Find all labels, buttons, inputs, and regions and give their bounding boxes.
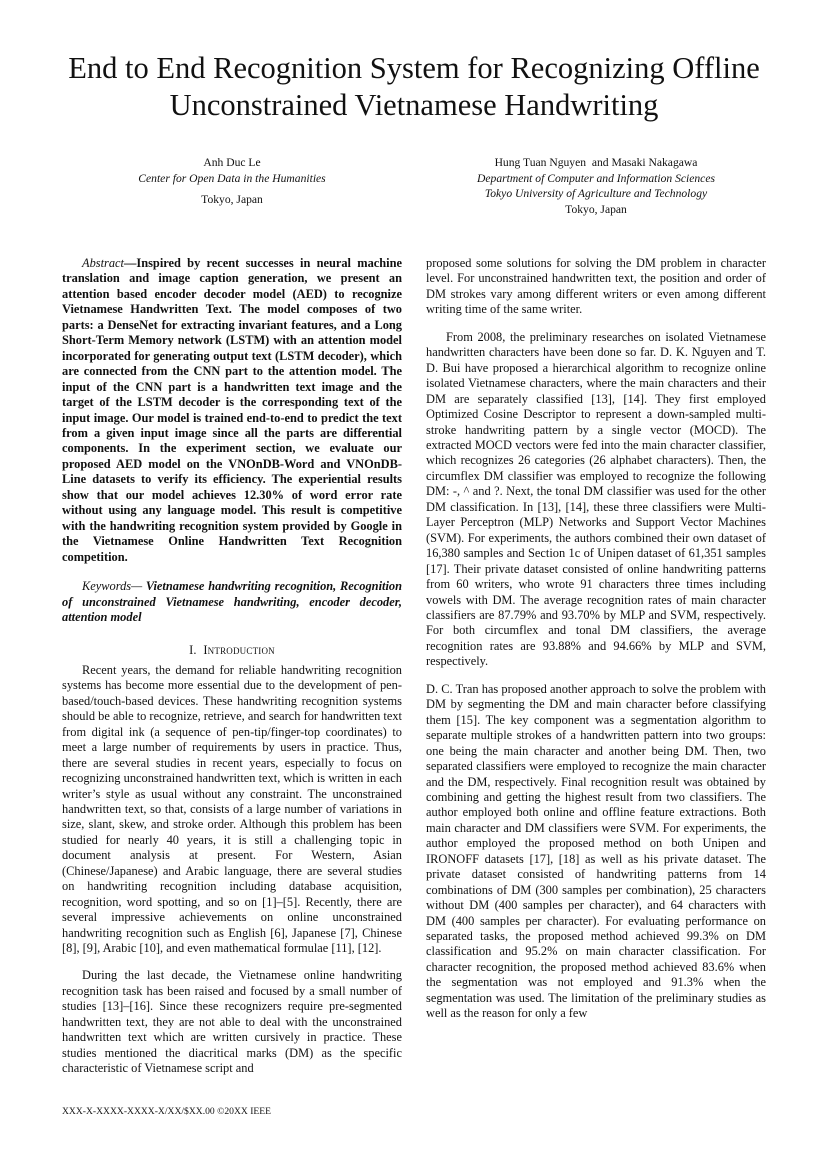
author-affiliation: Center for Open Data in the Humanities (138, 171, 326, 185)
abstract-lead: Abstract (82, 256, 124, 270)
author-affiliation-2: Tokyo University of Agriculture and Technology (484, 187, 708, 200)
section-number: I. (189, 643, 197, 658)
keywords-text: Vietnamese handwriting recognition, Recognition of unconstrained Vietnamese handwriting, encoder decoder, attention model (62, 579, 402, 624)
author-affiliation: Department of Computer and Information Sciences (477, 171, 715, 185)
author-block-2 (426, 155, 766, 217)
author-location: Tokyo, Japan (201, 193, 263, 206)
author-location: Tokyo, Japan (565, 202, 627, 216)
left-column (62, 256, 402, 1077)
body-paragraph: From 2008, the preliminary researches on isolated Vietnamese handwritten characters have been done so far. D. K. Nguyen and T. D. Bui have proposed a hierarchical algorithm to recognize online isolated Vietnamese characters, where the main characters and their DM are separately classified [13], [14]. They first employed Optimized Cosine Descriptor to represent a down-sampled multi-stroke handwriting pattern by a single vector (MOCD). The extracted MOCD vectors were fed into the main character classifier, which recognizes 26 categories (26 alphabet characters). Then, the circumflex DM classifier was employed to recognize the following DM: -, ^ and ?. Next, the tonal DM classifier was used for the other DM classification. In [13], [14], these three classifiers were Multi-Layer Perceptron (MLP) Networks and Support Vector Machines (SVM). For experiments, the authors combined their own dataset of 16,380 samples and Section 1c of Unipen dataset of 61,351 samples [17]. Their private dataset consisted of online handwriting patterns from 60 writers, who wrote 91 characters three times including vowels with DM. The average recognition rates of main character classifiers are 87.79% and 93.70% by MLP and SVM, respectively. For both circumflex and tonal DM classifiers, the average recognition rates are 93.88% and 94.66% by MLP and SVM, respectively. (426, 329, 766, 669)
keywords (62, 579, 402, 625)
author-name: Anh Duc Le (203, 156, 261, 169)
author-name: Hung Tuan Nguyen and Masaki Nakagawa (494, 156, 698, 169)
paper-title: End to End Recognition System for Recognizing Offline Unconstrained Vietnamese Handwriting (68, 51, 760, 122)
author-block-1 (62, 155, 402, 208)
body-paragraph: proposed some solutions for solving the DM problem in character level. For unconstrained handwritten text, the position and order of DM strokes vary among different writers or even among different writing time of the same writer. (426, 256, 766, 317)
copyright-footer: XXX-X-XXXX-XXXX-X/XX/$XX.00 ©20XX IEEE (62, 1106, 271, 1117)
body-paragraph: D. C. Tran has proposed another approach to solve the problem with DM by segmenting the DM and main character before classifying them [15]. The key component was a segmentation algorithm to separate multiple strokes of a handwritten pattern into two groups: one being the main character and another being DM. Then, two separated classifiers were employed to recognize the main character and the DM, respectively. Final recognition result was obtained by combining and getting the highest result from two classifiers. The author employed both online and offline feature extractions. Both main character and DM classifiers were SVM. For experiments, the author employed the proposed method on both Unipen and IRONOFF datasets [17], [18] as well as his private dataset. The private dataset consisted of handwriting patterns from 14 combinations of DM (300 samples per combination), 25 characters without DM (400 samples per character), and 64 characters with DM (400 samples per character). For evaluating performance on separated tasks, the proposed method achieved 99.3% on DM classification and 95.2% on main character classification. For character recognition, the proposed method achieved 83.6% when the segmentation was not employed and 91.3% when the segmentation was used. The limitation of the preliminary studies as well as the reason for only a few (426, 681, 766, 1021)
body-paragraph: During the last decade, the Vietnamese online handwriting recognition task has been raised and focused by a small number of studies [13]–[16]. Since these recognizers require pre-segmented handwritten text, they are not able to deal with the unconstrained handwritten text which are written cursively in practice. These studies mentioned the diacritical marks (DM) as the specific characteristic of Vietnamese script and (62, 968, 402, 1076)
section-heading (62, 643, 402, 658)
right-column (426, 256, 766, 1022)
keywords-lead: Keywords— (82, 579, 143, 594)
section-title: Introduction (203, 643, 275, 658)
abstract-text: —Inspired by recent successes in neural machine translation and image caption generation, we present an attention based encoder decoder model (AED) to recognize Vietnamese Handwritten Text. The model composes of two parts: a DenseNet for extracting invariant features, and a Long Short-Term Memory network (LSTM) with an attention model incorporated for generating output text (LSTM decoder), which are connected from the CNN part to the attention model. The input of the CNN part is a handwritten text image and the target of the LSTM decoder is the corresponding text of the input image. Our model is trained end-to-end to predict the text from a given input image since all the parts are differential components. In the experiment section, we evaluate our proposed AED model on the VNOnDB-Word and VNOnDB-Line datasets to verify its efficiency. The experiential results show that our model achieves 12.30% of word error rate without using any language model. This result is competitive with the handwriting recognition system provided by Google in the Vietnamese Online Handwritten Text Recognition competition. (62, 256, 402, 564)
abstract (62, 256, 402, 565)
body-paragraph: Recent years, the demand for reliable handwriting recognition systems has become more essential due to the development of pen-based/touch-based devices. These handwriting recognition systems should be able to recognize, retrieve, and search for handwritten text from digital ink (a sequence of pen-tip/finger-top coordinates) to meet a large number of requirements by users in practice. Thus, there are several studies in recent years, especially to focus on recognizing unconstrained handwritten text, which is written in each writer’s style as usual without any constraint. The unconstrained handwritten text, so that, consists of a large number of variations in size, slant, skew, and stroke order. Although this problem has been studied for nearly 40 years, it is still a challenging topic in document analysis at present. For Western, Asian (Chinese/Japanese) and Arabic language, there are several studies on handwriting recognition including database acquisition, recognition, word spotting, and so on [1]–[5]. Recently, there are several impressive achievements on online unconstrained handwriting recognition such as English [6], Japanese [7], Chinese [8], [9], Arabic [10], and even mathematical formulae [11], [12]. (62, 662, 402, 956)
